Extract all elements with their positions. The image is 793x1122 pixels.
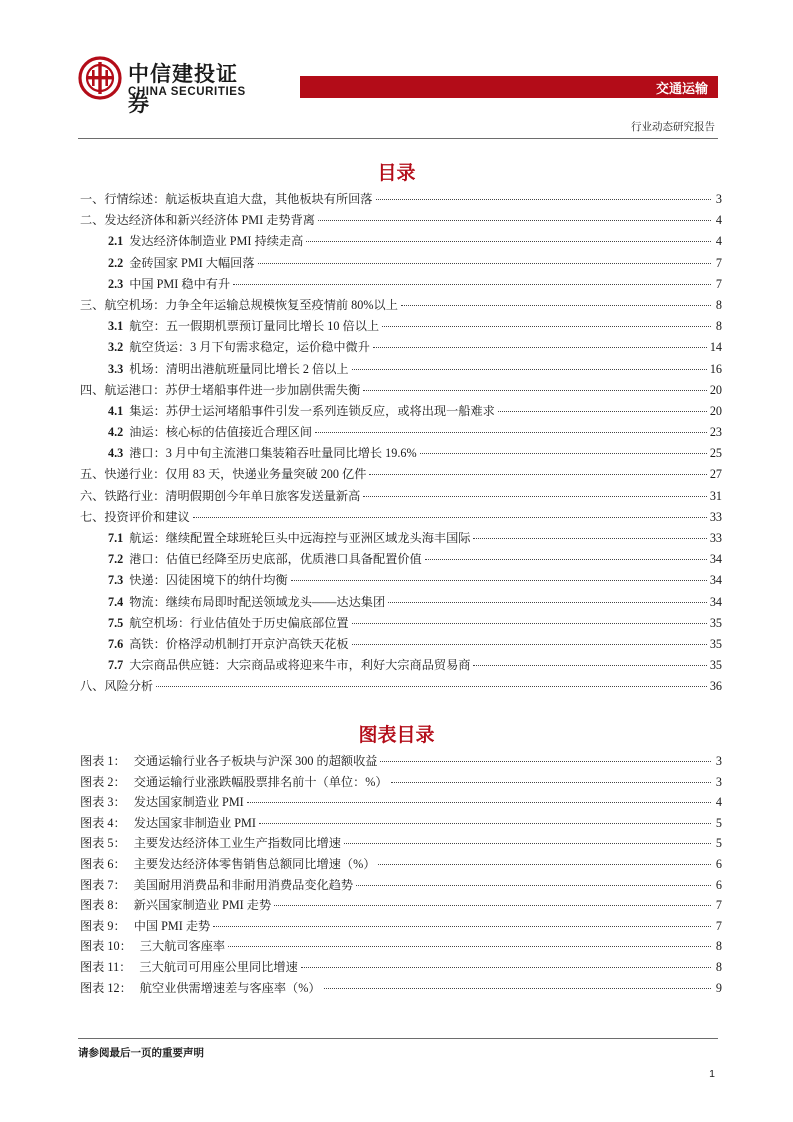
toc-entry[interactable]	[80, 381, 722, 402]
dot-leader	[352, 644, 707, 645]
entry-number: 七、	[80, 509, 105, 524]
entry-title: 航空机场：行业估值处于历史偏底部位置	[129, 615, 349, 630]
entry-page: 3	[715, 754, 722, 768]
toc-entry[interactable]	[80, 593, 722, 614]
toc-entry[interactable]	[80, 656, 722, 677]
entry-page: 31	[709, 488, 722, 503]
dot-leader	[391, 782, 711, 783]
dot-leader	[324, 988, 711, 989]
toc-title: 目录	[377, 163, 416, 184]
dot-leader	[388, 602, 707, 603]
entry-page: 6	[715, 877, 722, 892]
figure-entry[interactable]	[80, 814, 722, 835]
entry-page: 33	[709, 531, 722, 545]
toc-entry[interactable]	[80, 317, 722, 338]
figure-entry[interactable]	[80, 793, 722, 814]
figure-entry[interactable]	[80, 958, 722, 979]
entry-number: 四、	[80, 382, 105, 397]
entry-page: 3	[715, 192, 722, 206]
entry-page: 8	[715, 939, 722, 954]
toc-entry[interactable]	[80, 635, 722, 656]
entry-number: 图表 3：	[80, 795, 126, 810]
entry-page: 14	[709, 340, 722, 355]
entry-title: 美国耐用消费品和非耐用消费品变化趋势	[133, 877, 354, 892]
dot-leader	[233, 284, 711, 285]
dot-leader	[318, 220, 711, 221]
figure-entry[interactable]	[80, 917, 722, 938]
entry-number: 3.3	[108, 361, 124, 376]
entry-title: 三大航司可用座公里同比增速	[139, 959, 298, 974]
entry-number: 7.6	[108, 636, 124, 651]
toc-entry[interactable]	[80, 465, 722, 486]
figure-entry[interactable]	[80, 979, 722, 1000]
entry-number: 五、	[80, 467, 105, 482]
toc-entry[interactable]	[80, 254, 722, 275]
entry-page: 35	[709, 615, 722, 630]
page-header	[0, 0, 793, 140]
dot-leader	[228, 946, 711, 947]
entry-number: 图表 1：	[80, 754, 126, 768]
dot-leader	[344, 843, 711, 844]
dot-leader	[213, 926, 711, 927]
toc-entry[interactable]	[80, 232, 722, 253]
entry-number: 2.2	[108, 255, 124, 270]
header-divider	[78, 138, 718, 139]
dot-leader	[363, 390, 707, 391]
sector-label: 交通运输	[655, 81, 708, 96]
toc-entry[interactable]	[80, 190, 722, 211]
entry-title: 航空业供需增速差与客座率（%）	[139, 980, 321, 995]
footer-note: 请参阅最后一页的重要声明	[78, 1047, 204, 1059]
logo-english-name: CHINA SECURITIES	[128, 86, 246, 98]
entry-page: 3	[715, 774, 722, 789]
dot-leader	[401, 305, 711, 306]
entry-page: 5	[715, 815, 722, 830]
dot-leader	[352, 623, 707, 624]
dot-leader	[473, 665, 706, 666]
dot-leader	[473, 538, 706, 539]
entry-page: 23	[709, 425, 722, 440]
dot-leader	[373, 347, 707, 348]
entry-title: 港口：估值已经降至历史底部，优质港口具备配置价值	[129, 552, 422, 567]
entry-number: 一、	[80, 192, 105, 206]
dot-leader	[425, 559, 707, 560]
dot-leader	[352, 369, 707, 370]
entry-page: 35	[709, 636, 722, 651]
toc-list	[80, 190, 722, 699]
entry-title: 机场：清明出港航班量同比增长 2 倍以上	[129, 361, 349, 376]
entry-title: 航运：继续配置全球班轮巨头中远海控与亚洲区域龙头海丰国际	[129, 531, 471, 545]
entry-page: 34	[709, 594, 722, 609]
toc-entry[interactable]	[80, 614, 722, 635]
entry-title: 中国 PMI 稳中有升	[129, 276, 231, 291]
entry-number: 图表 12：	[80, 980, 132, 995]
entry-title: 航空：五一假期机票预订量同比增长 10 倍以上	[129, 319, 380, 334]
entry-page: 34	[709, 573, 722, 588]
toc-entry[interactable]	[80, 487, 722, 508]
toc-entry[interactable]	[80, 571, 722, 592]
entry-number: 图表 2：	[80, 774, 126, 789]
dot-leader	[301, 967, 711, 968]
entry-page: 9	[715, 980, 722, 995]
entry-page: 4	[715, 795, 722, 810]
entry-title: 主要发达经济体零售销售总额同比增速（%）	[133, 856, 376, 871]
entry-title: 油运：核心标的估值接近合理区间	[129, 425, 313, 440]
entry-title: 物流：继续布局即时配送领域龙头——达达集团	[129, 594, 386, 609]
figure-entry[interactable]	[80, 752, 722, 773]
sector-banner	[300, 76, 718, 98]
dot-leader	[193, 517, 707, 518]
entry-title: 快递：囚徒困境下的纳什均衡	[129, 573, 288, 588]
logo-chinese-name: 中信建投证券	[128, 63, 238, 116]
entry-number: 4.1	[108, 403, 124, 418]
figures-list	[80, 752, 722, 999]
entry-number: 图表 7：	[80, 877, 126, 892]
entry-page: 20	[709, 403, 722, 418]
entry-number: 4.3	[108, 446, 124, 461]
entry-title: 三大航司客座率	[139, 939, 226, 954]
entry-number: 图表 8：	[80, 898, 126, 913]
dot-leader	[258, 263, 711, 264]
entry-title: 行情综述：航运板块直追大盘，其他板块有所回落	[104, 192, 373, 206]
entry-page: 25	[709, 446, 722, 461]
dot-leader	[376, 199, 712, 200]
entry-number: 图表 9：	[80, 918, 126, 933]
dot-leader	[380, 761, 711, 762]
toc-entry[interactable]	[80, 423, 722, 444]
entry-page: 8	[715, 297, 722, 312]
entry-title: 新兴国家制造业 PMI 走势	[133, 898, 272, 913]
toc-entry[interactable]	[80, 529, 722, 550]
dot-leader	[259, 823, 711, 824]
dot-leader	[378, 864, 711, 865]
entry-title: 航空机场：力争全年运输总规模恢复至疫情前 80%以上	[104, 297, 398, 312]
entry-title: 高铁：价格浮动机制打开京沪高铁天花板	[129, 636, 349, 651]
entry-title: 发达经济体制造业 PMI 持续走高	[129, 234, 304, 249]
toc-entry[interactable]	[80, 338, 722, 359]
toc-entry[interactable]	[80, 550, 722, 571]
dot-leader	[382, 326, 711, 327]
china-securities-logo-icon	[78, 56, 122, 100]
company-logo	[78, 56, 248, 116]
entry-number: 7.1	[108, 531, 124, 545]
figure-entry[interactable]	[80, 855, 722, 876]
entry-title: 中国 PMI 走势	[133, 918, 211, 933]
entry-number: 三、	[80, 297, 105, 312]
report-type: 行业动态研究报告	[631, 121, 715, 133]
entry-number: 八、	[80, 679, 105, 694]
entry-page: 7	[715, 255, 722, 270]
dot-leader	[156, 686, 707, 687]
figure-entry[interactable]	[80, 937, 722, 958]
entry-title: 金砖国家 PMI 大幅回落	[129, 255, 255, 270]
entry-page: 36	[709, 679, 722, 694]
dot-leader	[363, 496, 707, 497]
entry-number: 图表 10：	[80, 939, 132, 954]
figure-entry[interactable]	[80, 834, 722, 855]
entry-page: 20	[709, 382, 722, 397]
toc-entry[interactable]	[80, 275, 722, 296]
entry-number: 7.3	[108, 573, 124, 588]
entry-page: 33	[709, 509, 722, 524]
dot-leader	[420, 453, 707, 454]
dot-leader	[356, 885, 711, 886]
entry-number: 7.7	[108, 658, 124, 673]
entry-page: 6	[715, 856, 722, 871]
toc-entry[interactable]	[80, 296, 722, 317]
entry-title: 航运港口：苏伊士堵船事件进一步加剧供需失衡	[104, 382, 361, 397]
toc-entry[interactable]	[80, 444, 722, 465]
entry-number: 3.1	[108, 319, 124, 334]
entry-number: 图表 6：	[80, 856, 126, 871]
entry-number: 7.4	[108, 594, 124, 609]
entry-title: 主要发达经济体工业生产指数同比增速	[133, 836, 341, 851]
entry-title: 港口：3 月中旬主流港口集装箱吞吐量同比增长 19.6%	[129, 446, 417, 461]
entry-number: 4.2	[108, 425, 124, 440]
toc-entry[interactable]	[80, 508, 722, 529]
entry-number: 7.5	[108, 615, 124, 630]
figure-entry[interactable]	[80, 773, 722, 794]
dot-leader	[369, 474, 706, 475]
entry-page: 7	[715, 918, 722, 933]
entry-title: 发达国家非制造业 PMI	[133, 815, 256, 830]
toc-entry[interactable]	[80, 677, 722, 698]
entry-page: 34	[709, 552, 722, 567]
entry-number: 图表 5：	[80, 836, 126, 851]
toc-entry[interactable]	[80, 360, 722, 381]
entry-number: 3.2	[108, 340, 124, 355]
entry-number: 2.1	[108, 234, 124, 249]
figure-entry[interactable]	[80, 876, 722, 897]
entry-page: 8	[715, 959, 722, 974]
page-number: 1	[709, 1068, 715, 1080]
entry-number: 图表 4：	[80, 815, 126, 830]
entry-title: 交通运输行业各子板块与沪深 300 的超额收益	[133, 754, 378, 768]
figures-title: 图表目录	[358, 725, 435, 746]
entry-page: 7	[715, 276, 722, 291]
toc-entry[interactable]	[80, 211, 722, 232]
entry-title: 大宗商品供应链：大宗商品或将迎来牛市，利好大宗商品贸易商	[129, 658, 471, 673]
entry-title: 风险分析	[104, 679, 154, 694]
entry-page: 7	[715, 898, 722, 913]
entry-title: 投资评价和建议	[104, 509, 190, 524]
entry-number: 二、	[80, 213, 105, 228]
footer-divider	[78, 1038, 718, 1039]
entry-page: 27	[709, 467, 722, 482]
entry-page: 4	[715, 234, 722, 249]
entry-page: 4	[715, 213, 722, 228]
entry-page: 5	[715, 836, 722, 851]
entry-title: 集运：苏伊士运河堵船事件引发一系列连锁反应，或将出现一船难求	[129, 403, 495, 418]
entry-number: 2.3	[108, 276, 124, 291]
entry-number: 图表 11：	[80, 959, 132, 974]
figure-entry[interactable]	[80, 896, 722, 917]
dot-leader	[315, 432, 707, 433]
toc-entry[interactable]	[80, 402, 722, 423]
dot-leader	[274, 905, 711, 906]
entry-title: 发达经济体和新兴经济体 PMI 走势背离	[104, 213, 315, 228]
dot-leader	[291, 580, 707, 581]
entry-page: 8	[715, 319, 722, 334]
entry-page: 35	[709, 658, 722, 673]
entry-title: 快递行业：仅用 83 天，快递业务量突破 200 亿件	[104, 467, 367, 482]
entry-page: 16	[709, 361, 722, 376]
dot-leader	[247, 802, 711, 803]
entry-title: 航空货运：3 月下旬需求稳定，运价稳中微升	[129, 340, 370, 355]
entry-number: 7.2	[108, 552, 124, 567]
dot-leader	[306, 241, 711, 242]
entry-title: 铁路行业：清明假期创今年单日旅客发送量新高	[104, 488, 361, 503]
entry-title: 发达国家制造业 PMI	[133, 795, 244, 810]
entry-number: 六、	[80, 488, 105, 503]
dot-leader	[498, 411, 707, 412]
entry-title: 交通运输行业涨跌幅股票排名前十（单位：%）	[133, 774, 388, 789]
